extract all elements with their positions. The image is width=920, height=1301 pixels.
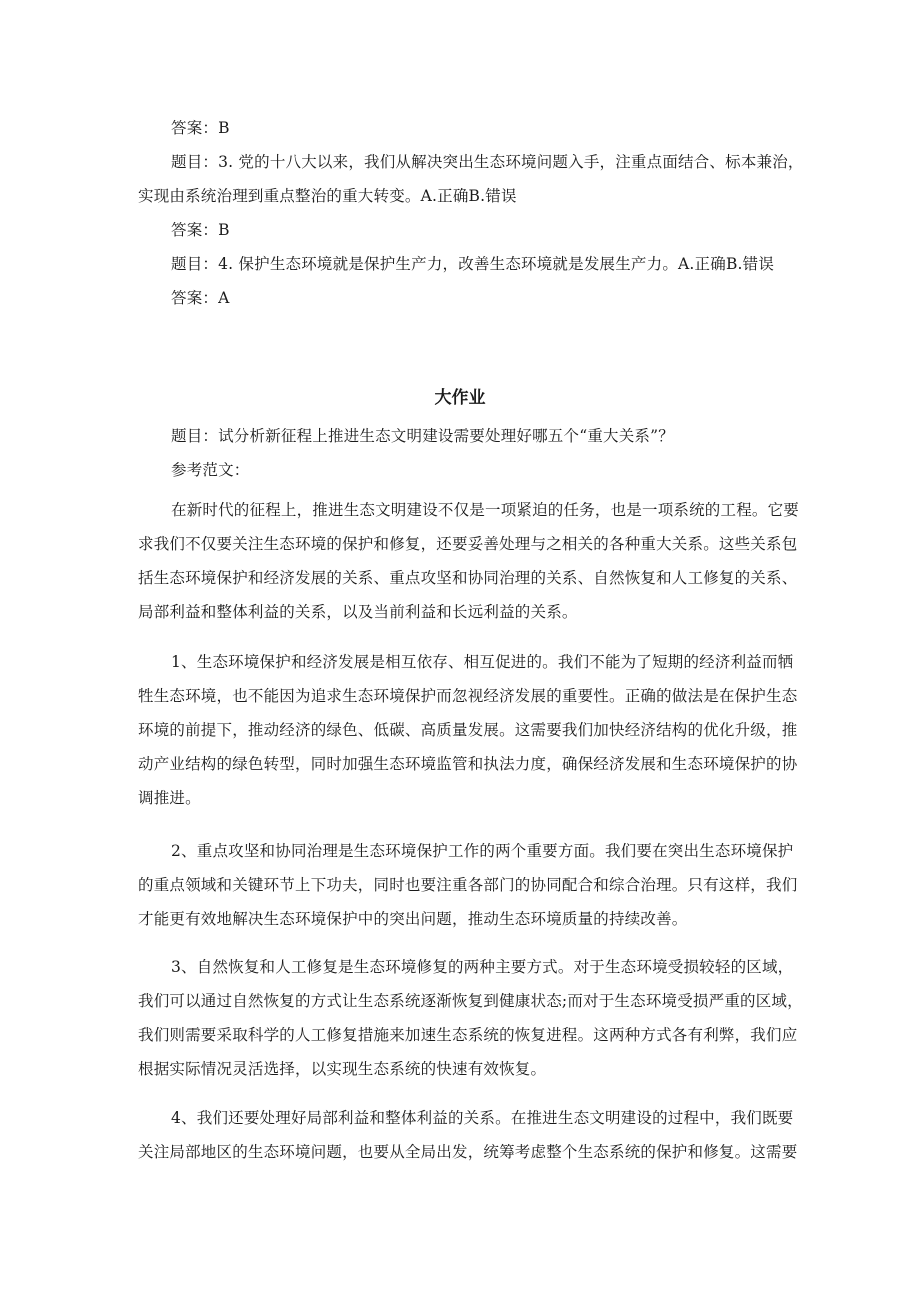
answer-2: 答案：B	[171, 119, 230, 137]
paragraph-line: 牲生态环境，也不能因为追求生态环境保护而忽视经济发展的重要性。正确的做法是在保护生态	[138, 687, 798, 705]
paragraph-line: 调推进。	[138, 789, 201, 807]
reference-label: 参考范文：	[171, 461, 250, 479]
paragraph-line: 才能更有效地解决生态环境保护中的突出问题，推动生态环境质量的持续改善。	[138, 910, 688, 928]
paragraph-line: 括生态环境保护和经济发展的关系、重点攻坚和协同治理的关系、自然恢复和人工修复的关系、	[138, 569, 798, 587]
paragraph-line: 的重点领域和关键环节上下功夫，同时也要注重各部门的协同配合和综合治理。只有这样，我们	[138, 876, 798, 894]
assignment-intro-block	[138, 419, 786, 487]
assignment-heading: 大作业	[434, 388, 486, 408]
paragraph-line: 我们则需要采取科学的人工修复措施来加速生态系统的恢复进程。这两种方式各有利弊，我们应	[138, 1026, 798, 1044]
answer-3: 答案：B	[171, 221, 230, 239]
paragraph-intro	[138, 493, 800, 629]
question-3-line-1: 题目：3. 党的十八大以来，我们从解决突出生态环境问题入手，注重点面结合、标本兼治，	[171, 153, 804, 171]
quiz-section	[138, 111, 804, 315]
paragraph-line: 局部利益和整体利益的关系，以及当前利益和长远利益的关系。	[138, 603, 578, 621]
paragraph-line: 4、我们还要处理好局部利益和整体利益的关系。在推进生态文明建设的过程中，我们既要	[171, 1109, 794, 1127]
answer-4: 答案：A	[171, 289, 230, 307]
paragraph-4	[138, 1101, 798, 1169]
paragraph-line: 求我们不仅要关注生态环境的保护和修复，还要妥善处理与之相关的各种重大关系。这些关系包	[138, 535, 798, 553]
question-3-line-2: 实现由系统治理到重点整治的重大转变。A.正确B.错误	[138, 187, 517, 205]
paragraph-1	[138, 645, 798, 815]
paragraph-line: 2、重点攻坚和协同治理是生态环境保护工作的两个重要方面。我们要在突出生态环境保护	[171, 842, 794, 860]
paragraph-line: 我们可以通过自然恢复的方式让生态系统逐渐恢复到健康状态;而对于生态环境受损严重的区域，	[138, 992, 803, 1010]
paragraph-3	[138, 950, 803, 1086]
paragraph-line: 根据实际情况灵活选择，以实现生态系统的快速有效恢复。	[138, 1060, 547, 1078]
question-4: 题目：4. 保护生态环境就是保护生产力，改善生态环境就是发展生产力。A.正确B.错误	[171, 255, 775, 273]
paragraph-line: 3、自然恢复和人工修复是生态环境修复的两种主要方式。对于生态环境受损较轻的区域，	[171, 958, 794, 976]
paragraph-2	[138, 834, 798, 936]
paragraph-line: 1、生态环境保护和经济发展是相互依存、相互促进的。我们不能为了短期的经济利益而牺	[171, 653, 794, 671]
paragraph-line: 动产业结构的绿色转型，同时加强生态环境监管和执法力度，确保经济发展和生态环境保护的协	[138, 755, 798, 773]
assignment-question: 题目：试分析新征程上推进生态文明建设需要处理好哪五个“重大关系”？	[171, 427, 674, 445]
paragraph-line: 在新时代的征程上，推进生态文明建设不仅是一项紧迫的任务，也是一项系统的工程。它要	[171, 501, 800, 519]
paragraph-line: 环境的前提下，推动经济的绿色、低碳、高质量发展。这需要我们加快经济结构的优化升级，推	[138, 721, 798, 739]
paragraph-line: 关注局部地区的生态环境问题，也要从全局出发，统筹考虑整个生态系统的保护和修复。这需要	[138, 1143, 798, 1161]
